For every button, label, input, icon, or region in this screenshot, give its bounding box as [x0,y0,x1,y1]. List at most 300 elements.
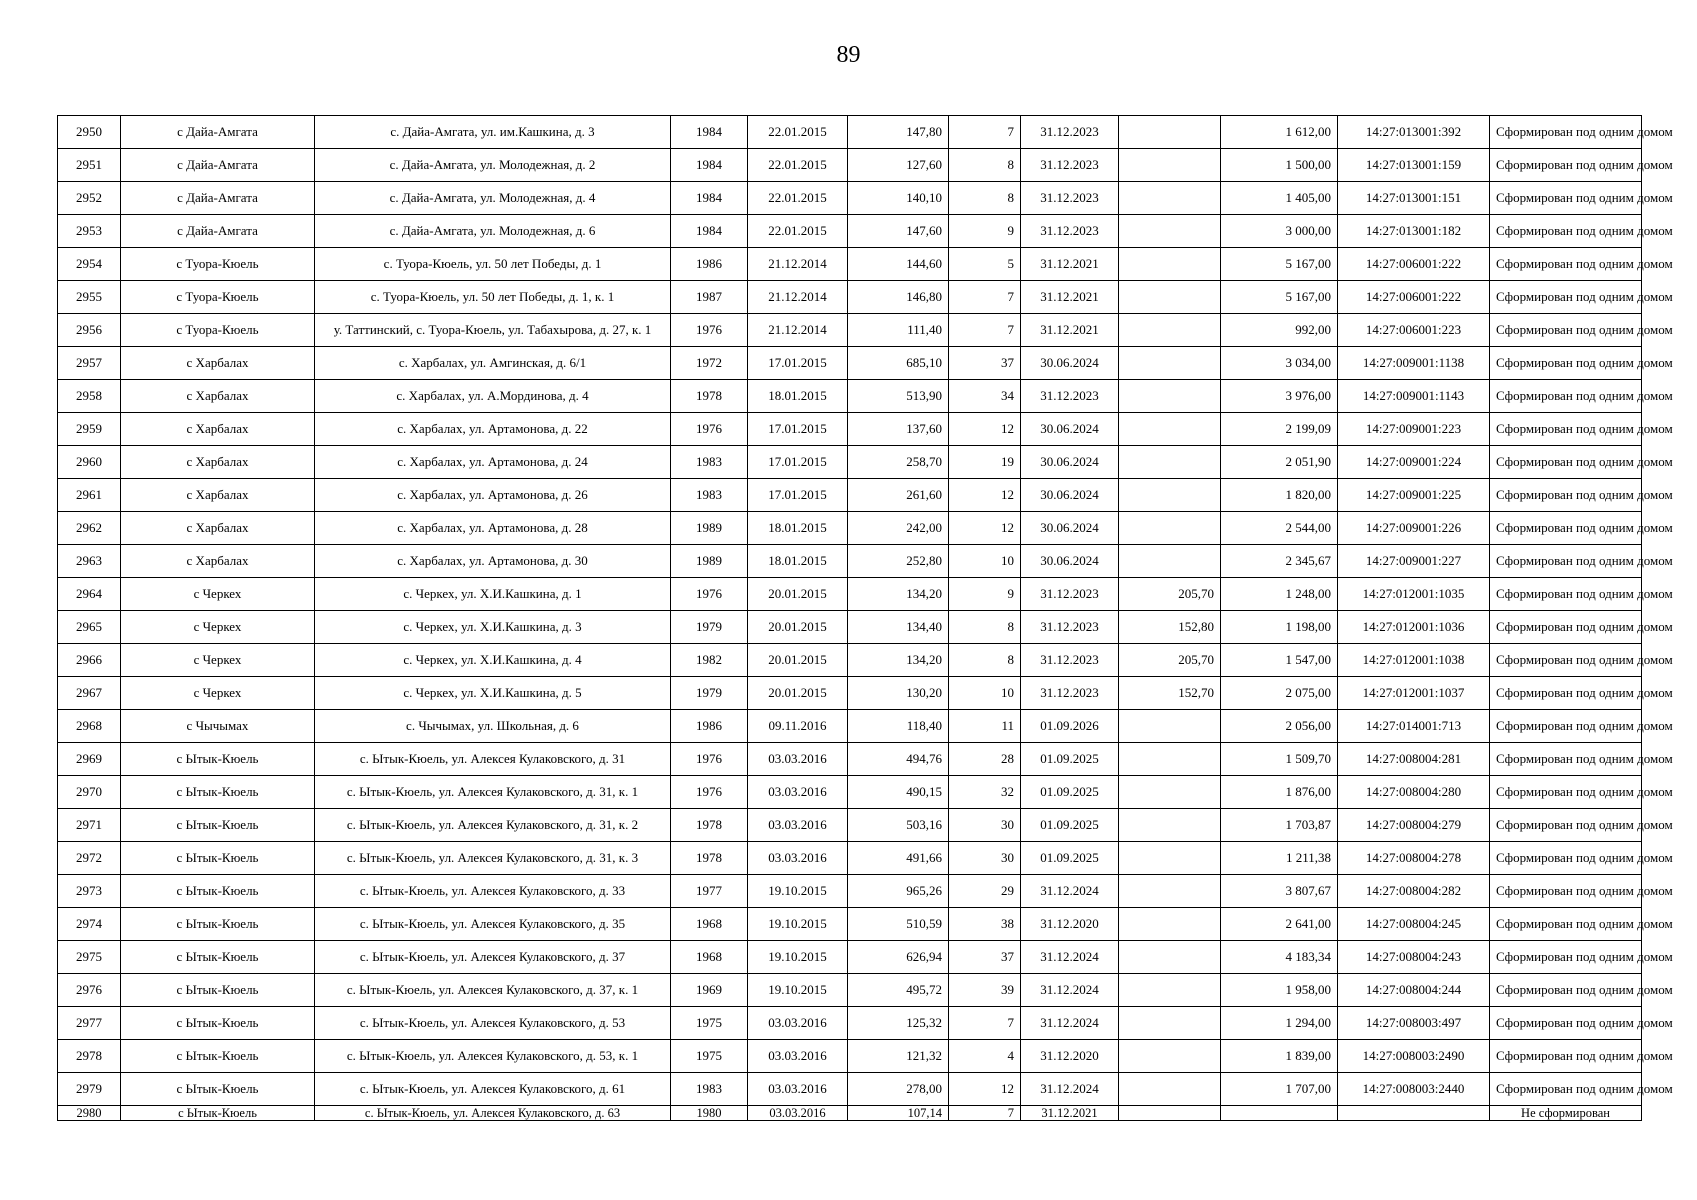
table-row [58,743,1642,776]
extra-area-cell: 205,70 [1119,578,1221,611]
area-cell: 495,72 [848,974,949,1007]
deadline-cell: 30.06.2024 [1021,479,1119,512]
extra-area-cell [1119,1073,1221,1106]
cadastral-cell: 14:27:006001:222 [1338,248,1490,281]
table-row [58,809,1642,842]
settlement-cell: с Ытык-Кюель [121,743,315,776]
area-cell: 510,59 [848,908,949,941]
area-cell: 111,40 [848,314,949,347]
land-area-cell: 2 544,00 [1221,512,1338,545]
area-cell: 278,00 [848,1073,949,1106]
address-cell: с. Ытык-Кюель, ул. Алексея Кулаковского, д. 35 [315,908,671,941]
extra-area-cell [1119,1040,1221,1073]
area-cell: 626,94 [848,941,949,974]
land-area-cell: 2 075,00 [1221,677,1338,710]
settlement-cell: с Ытык-Кюель [121,776,315,809]
cadastral-cell: 14:27:013001:151 [1338,182,1490,215]
cadastral-cell: 14:27:008004:245 [1338,908,1490,941]
area-cell: 127,60 [848,149,949,182]
settlement-cell: с Черкех [121,677,315,710]
address-cell: с. Черкех, ул. Х.И.Кашкина, д. 1 [315,578,671,611]
area-cell: 134,20 [848,578,949,611]
cadastral-cell: 14:27:008004:243 [1338,941,1490,974]
status-cell: Сформирован под одним домом [1490,875,1642,908]
land-area-cell: 1 612,00 [1221,116,1338,149]
area-cell: 137,60 [848,413,949,446]
date-cell: 03.03.2016 [748,1040,848,1073]
year-cell: 1986 [671,710,748,743]
address-cell: с. Ытык-Кюель, ул. Алексея Кулаковского, д. 31, к. 1 [315,776,671,809]
table-row [58,1007,1642,1040]
settlement-cell: с Харбалах [121,446,315,479]
settlement-cell: с Харбалах [121,545,315,578]
status-cell: Сформирован под одним домом [1490,479,1642,512]
deadline-cell: 31.12.2021 [1021,248,1119,281]
row-number: 2964 [58,578,121,611]
cadastral-cell: 14:27:012001:1038 [1338,644,1490,677]
settlement-cell: с Черкех [121,578,315,611]
area-cell: 503,16 [848,809,949,842]
year-cell: 1983 [671,446,748,479]
status-cell: Сформирован под одним домом [1490,974,1642,1007]
area-cell: 130,20 [848,677,949,710]
date-cell: 21.12.2014 [748,281,848,314]
extra-area-cell [1119,974,1221,1007]
area-cell: 146,80 [848,281,949,314]
address-cell: с. Черкех, ул. Х.И.Кашкина, д. 4 [315,644,671,677]
count-cell: 8 [949,149,1021,182]
settlement-cell: с Дайа-Амгата [121,182,315,215]
status-cell: Сформирован под одним домом [1490,413,1642,446]
year-cell: 1976 [671,314,748,347]
address-cell: с. Чычымах, ул. Школьная, д. 6 [315,710,671,743]
row-number: 2975 [58,941,121,974]
count-cell: 38 [949,908,1021,941]
status-cell: Сформирован под одним домом [1490,149,1642,182]
row-number: 2954 [58,248,121,281]
date-cell: 09.11.2016 [748,710,848,743]
extra-area-cell [1119,149,1221,182]
cadastral-cell: 14:27:009001:1138 [1338,347,1490,380]
date-cell: 22.01.2015 [748,149,848,182]
address-cell: у. Таттинский, с. Туора-Кюель, ул. Табахырова, д. 27, к. 1 [315,314,671,347]
deadline-cell: 31.12.2024 [1021,1007,1119,1040]
address-cell: с. Ытык-Кюель, ул. Алексея Кулаковского, д. 53 [315,1007,671,1040]
extra-area-cell [1119,1007,1221,1040]
area-cell: 965,26 [848,875,949,908]
settlement-cell: с Ытык-Кюель [121,1007,315,1040]
deadline-cell: 31.12.2023 [1021,578,1119,611]
date-cell: 03.03.2016 [748,842,848,875]
count-cell: 8 [949,644,1021,677]
deadline-cell: 31.12.2023 [1021,611,1119,644]
deadline-cell: 31.12.2023 [1021,182,1119,215]
status-cell: Сформирован под одним домом [1490,446,1642,479]
extra-area-cell [1119,512,1221,545]
settlement-cell: с Харбалах [121,347,315,380]
status-cell: Сформирован под одним домом [1490,347,1642,380]
area-cell: 491,66 [848,842,949,875]
address-cell: с. Дайа-Амгата, ул. Молодежная, д. 2 [315,149,671,182]
settlement-cell: с Ытык-Кюель [121,1040,315,1073]
date-cell: 03.03.2016 [748,1007,848,1040]
date-cell: 03.03.2016 [748,776,848,809]
status-cell: Сформирован под одним домом [1490,776,1642,809]
land-area-cell: 3 034,00 [1221,347,1338,380]
address-cell: с. Харбалах, ул. Артамонова, д. 28 [315,512,671,545]
table-row [58,1040,1642,1073]
date-cell: 22.01.2015 [748,116,848,149]
year-cell: 1976 [671,413,748,446]
extra-area-cell [1119,446,1221,479]
cadastral-cell: 14:27:008003:2490 [1338,1040,1490,1073]
row-number: 2963 [58,545,121,578]
settlement-cell: с Туора-Кюель [121,248,315,281]
deadline-cell: 31.12.2024 [1021,875,1119,908]
deadline-cell: 31.12.2023 [1021,644,1119,677]
address-cell: с. Харбалах, ул. Артамонова, д. 22 [315,413,671,446]
row-number: 2962 [58,512,121,545]
extra-area-cell [1119,314,1221,347]
count-cell: 12 [949,413,1021,446]
extra-area-cell [1119,545,1221,578]
area-cell: 118,40 [848,710,949,743]
cadastral-cell: 14:27:008004:244 [1338,974,1490,1007]
table-row [58,776,1642,809]
area-cell: 494,76 [848,743,949,776]
deadline-cell: 31.12.2024 [1021,974,1119,1007]
row-number: 2967 [58,677,121,710]
land-area-cell: 2 051,90 [1221,446,1338,479]
settlement-cell: с Ытык-Кюель [121,1106,315,1121]
count-cell: 19 [949,446,1021,479]
area-cell: 134,20 [848,644,949,677]
count-cell: 29 [949,875,1021,908]
status-cell: Сформирован под одним домом [1490,908,1642,941]
table-row [58,941,1642,974]
deadline-cell: 30.06.2024 [1021,446,1119,479]
date-cell: 03.03.2016 [748,809,848,842]
address-cell: с. Харбалах, ул. Артамонова, д. 26 [315,479,671,512]
address-cell: с. Ытык-Кюель, ул. Алексея Кулаковского, д. 63 [315,1106,671,1121]
row-number: 2968 [58,710,121,743]
table-row [58,1073,1642,1106]
extra-area-cell [1119,908,1221,941]
row-number: 2956 [58,314,121,347]
address-cell: с. Ытык-Кюель, ул. Алексея Кулаковского, д. 31, к. 3 [315,842,671,875]
row-number: 2961 [58,479,121,512]
status-cell: Сформирован под одним домом [1490,116,1642,149]
status-cell: Сформирован под одним домом [1490,677,1642,710]
land-area-cell: 5 167,00 [1221,248,1338,281]
table-row [58,842,1642,875]
deadline-cell: 30.06.2024 [1021,347,1119,380]
year-cell: 1976 [671,578,748,611]
settlement-cell: с Харбалах [121,413,315,446]
cadastral-cell: 14:27:008003:497 [1338,1007,1490,1040]
year-cell: 1983 [671,479,748,512]
table-row [58,1106,1642,1121]
area-cell: 147,60 [848,215,949,248]
land-area-cell: 2 345,67 [1221,545,1338,578]
extra-area-cell [1119,116,1221,149]
extra-area-cell [1119,809,1221,842]
cadastral-cell: 14:27:012001:1036 [1338,611,1490,644]
status-cell: Сформирован под одним домом [1490,611,1642,644]
row-number: 2970 [58,776,121,809]
table-row [58,611,1642,644]
row-number: 2953 [58,215,121,248]
address-cell: с. Ытык-Кюель, ул. Алексея Кулаковского, д. 33 [315,875,671,908]
land-area-cell: 1 876,00 [1221,776,1338,809]
table-row [58,710,1642,743]
deadline-cell: 31.12.2020 [1021,908,1119,941]
deadline-cell: 31.12.2021 [1021,314,1119,347]
year-cell: 1978 [671,809,748,842]
row-number: 2976 [58,974,121,1007]
land-area-cell: 1 820,00 [1221,479,1338,512]
extra-area-cell [1119,215,1221,248]
count-cell: 7 [949,1007,1021,1040]
area-cell: 140,10 [848,182,949,215]
land-area-cell [1221,1106,1338,1121]
extra-area-cell [1119,380,1221,413]
count-cell: 30 [949,842,1021,875]
cadastral-cell: 14:27:008003:2440 [1338,1073,1490,1106]
address-cell: с. Ытык-Кюель, ул. Алексея Кулаковского, д. 61 [315,1073,671,1106]
count-cell: 10 [949,677,1021,710]
extra-area-cell: 205,70 [1119,644,1221,677]
deadline-cell: 30.06.2024 [1021,512,1119,545]
address-cell: с. Ытык-Кюель, ул. Алексея Кулаковского, д. 31 [315,743,671,776]
land-area-cell: 2 056,00 [1221,710,1338,743]
year-cell: 1979 [671,611,748,644]
year-cell: 1984 [671,215,748,248]
count-cell: 10 [949,545,1021,578]
year-cell: 1969 [671,974,748,1007]
date-cell: 18.01.2015 [748,512,848,545]
status-cell: Сформирован под одним домом [1490,314,1642,347]
land-area-cell: 4 183,34 [1221,941,1338,974]
count-cell: 8 [949,182,1021,215]
deadline-cell: 30.06.2024 [1021,413,1119,446]
status-cell: Сформирован под одним домом [1490,215,1642,248]
status-cell: Не сформирован [1490,1106,1642,1121]
table-row [58,974,1642,1007]
extra-area-cell [1119,281,1221,314]
area-cell: 252,80 [848,545,949,578]
count-cell: 9 [949,578,1021,611]
extra-area-cell [1119,710,1221,743]
deadline-cell: 01.09.2025 [1021,809,1119,842]
cadastral-cell: 14:27:009001:227 [1338,545,1490,578]
count-cell: 7 [949,1106,1021,1121]
extra-area-cell [1119,842,1221,875]
row-number: 2977 [58,1007,121,1040]
date-cell: 21.12.2014 [748,248,848,281]
area-cell: 107,14 [848,1106,949,1121]
settlement-cell: с Харбалах [121,380,315,413]
count-cell: 12 [949,512,1021,545]
settlement-cell: с Ытык-Кюель [121,941,315,974]
land-area-cell: 1 707,00 [1221,1073,1338,1106]
status-cell: Сформирован под одним домом [1490,512,1642,545]
extra-area-cell [1119,776,1221,809]
address-cell: с. Харбалах, ул. Амгинская, д. 6/1 [315,347,671,380]
row-number: 2971 [58,809,121,842]
year-cell: 1989 [671,545,748,578]
row-number: 2969 [58,743,121,776]
land-area-cell: 1 405,00 [1221,182,1338,215]
row-number: 2960 [58,446,121,479]
deadline-cell: 31.12.2021 [1021,281,1119,314]
address-cell: с. Харбалах, ул. Артамонова, д. 30 [315,545,671,578]
address-cell: с. Ытык-Кюель, ул. Алексея Кулаковского, д. 37 [315,941,671,974]
row-number: 2980 [58,1106,121,1121]
row-number: 2957 [58,347,121,380]
address-cell: с. Ытык-Кюель, ул. Алексея Кулаковского, д. 53, к. 1 [315,1040,671,1073]
date-cell: 19.10.2015 [748,974,848,1007]
cadastral-cell: 14:27:013001:159 [1338,149,1490,182]
table-row [58,314,1642,347]
address-cell: с. Дайа-Амгата, ул. им.Кашкина, д. 3 [315,116,671,149]
address-cell: с. Харбалах, ул. А.Мординова, д. 4 [315,380,671,413]
area-cell: 147,80 [848,116,949,149]
settlement-cell: с Ытык-Кюель [121,1073,315,1106]
cadastral-cell: 14:27:012001:1037 [1338,677,1490,710]
table-row [58,545,1642,578]
address-cell: с. Черкех, ул. Х.И.Кашкина, д. 3 [315,611,671,644]
row-number: 2978 [58,1040,121,1073]
deadline-cell: 31.12.2023 [1021,677,1119,710]
count-cell: 30 [949,809,1021,842]
cadastral-cell: 14:27:008004:282 [1338,875,1490,908]
date-cell: 21.12.2014 [748,314,848,347]
cadastral-cell: 14:27:008004:278 [1338,842,1490,875]
count-cell: 32 [949,776,1021,809]
status-cell: Сформирован под одним домом [1490,842,1642,875]
land-area-cell: 2 199,09 [1221,413,1338,446]
date-cell: 19.10.2015 [748,908,848,941]
deadline-cell: 31.12.2023 [1021,116,1119,149]
row-number: 2972 [58,842,121,875]
area-cell: 125,32 [848,1007,949,1040]
deadline-cell: 31.12.2024 [1021,1073,1119,1106]
date-cell: 17.01.2015 [748,347,848,380]
year-cell: 1984 [671,149,748,182]
settlement-cell: с Харбалах [121,479,315,512]
land-area-cell: 992,00 [1221,314,1338,347]
extra-area-cell [1119,479,1221,512]
land-area-cell: 1 547,00 [1221,644,1338,677]
extra-area-cell: 152,70 [1119,677,1221,710]
cadastral-cell: 14:27:012001:1035 [1338,578,1490,611]
deadline-cell: 30.06.2024 [1021,545,1119,578]
cadastral-cell: 14:27:006001:222 [1338,281,1490,314]
date-cell: 20.01.2015 [748,644,848,677]
status-cell: Сформирован под одним домом [1490,281,1642,314]
extra-area-cell [1119,248,1221,281]
count-cell: 7 [949,281,1021,314]
row-number: 2950 [58,116,121,149]
settlement-cell: с Ытык-Кюель [121,875,315,908]
settlement-cell: с Ытык-Кюель [121,809,315,842]
year-cell: 1975 [671,1040,748,1073]
deadline-cell: 01.09.2025 [1021,743,1119,776]
date-cell: 17.01.2015 [748,446,848,479]
page-number: 89 [836,42,861,68]
date-cell: 18.01.2015 [748,380,848,413]
status-cell: Сформирован под одним домом [1490,182,1642,215]
address-cell: с. Туора-Кюель, ул. 50 лет Победы, д. 1, к. 1 [315,281,671,314]
year-cell: 1977 [671,875,748,908]
deadline-cell: 31.12.2023 [1021,380,1119,413]
land-area-cell: 1 958,00 [1221,974,1338,1007]
table-row [58,248,1642,281]
address-cell: с. Дайа-Амгата, ул. Молодежная, д. 4 [315,182,671,215]
table-row [58,413,1642,446]
table-body [58,116,1673,1121]
table-row [58,347,1642,380]
table-row [58,677,1642,710]
date-cell: 03.03.2016 [748,743,848,776]
status-cell: Сформирован под одним домом [1490,545,1642,578]
year-cell: 1983 [671,1073,748,1106]
status-cell: Сформирован под одним домом [1490,1040,1642,1073]
row-number: 2955 [58,281,121,314]
area-cell: 490,15 [848,776,949,809]
deadline-cell: 31.12.2023 [1021,215,1119,248]
cadastral-cell: 14:27:013001:182 [1338,215,1490,248]
row-number: 2952 [58,182,121,215]
row-number: 2973 [58,875,121,908]
table-row [58,215,1642,248]
area-cell: 121,32 [848,1040,949,1073]
table-row [58,644,1642,677]
count-cell: 34 [949,380,1021,413]
count-cell: 4 [949,1040,1021,1073]
status-cell: Сформирован под одним домом [1490,710,1642,743]
land-area-cell: 2 641,00 [1221,908,1338,941]
address-cell: с. Дайа-Амгата, ул. Молодежная, д. 6 [315,215,671,248]
table-row [58,116,1642,149]
table-row [58,578,1642,611]
settlement-cell: с Ытык-Кюель [121,908,315,941]
count-cell: 37 [949,941,1021,974]
year-cell: 1968 [671,941,748,974]
year-cell: 1986 [671,248,748,281]
deadline-cell: 31.12.2023 [1021,149,1119,182]
count-cell: 8 [949,611,1021,644]
date-cell: 03.03.2016 [748,1073,848,1106]
address-cell: с. Ытык-Кюель, ул. Алексея Кулаковского, д. 37, к. 1 [315,974,671,1007]
row-number: 2951 [58,149,121,182]
table-row [58,149,1642,182]
settlement-cell: с Ытык-Кюель [121,974,315,1007]
deadline-cell: 01.09.2025 [1021,842,1119,875]
year-cell: 1980 [671,1106,748,1121]
extra-area-cell [1119,413,1221,446]
status-cell: Сформирован под одним домом [1490,1007,1642,1040]
date-cell: 03.03.2016 [748,1106,848,1121]
area-cell: 513,90 [848,380,949,413]
settlement-cell: с Черкех [121,611,315,644]
area-cell: 685,10 [848,347,949,380]
date-cell: 18.01.2015 [748,545,848,578]
land-area-cell: 1 294,00 [1221,1007,1338,1040]
count-cell: 7 [949,314,1021,347]
count-cell: 9 [949,215,1021,248]
